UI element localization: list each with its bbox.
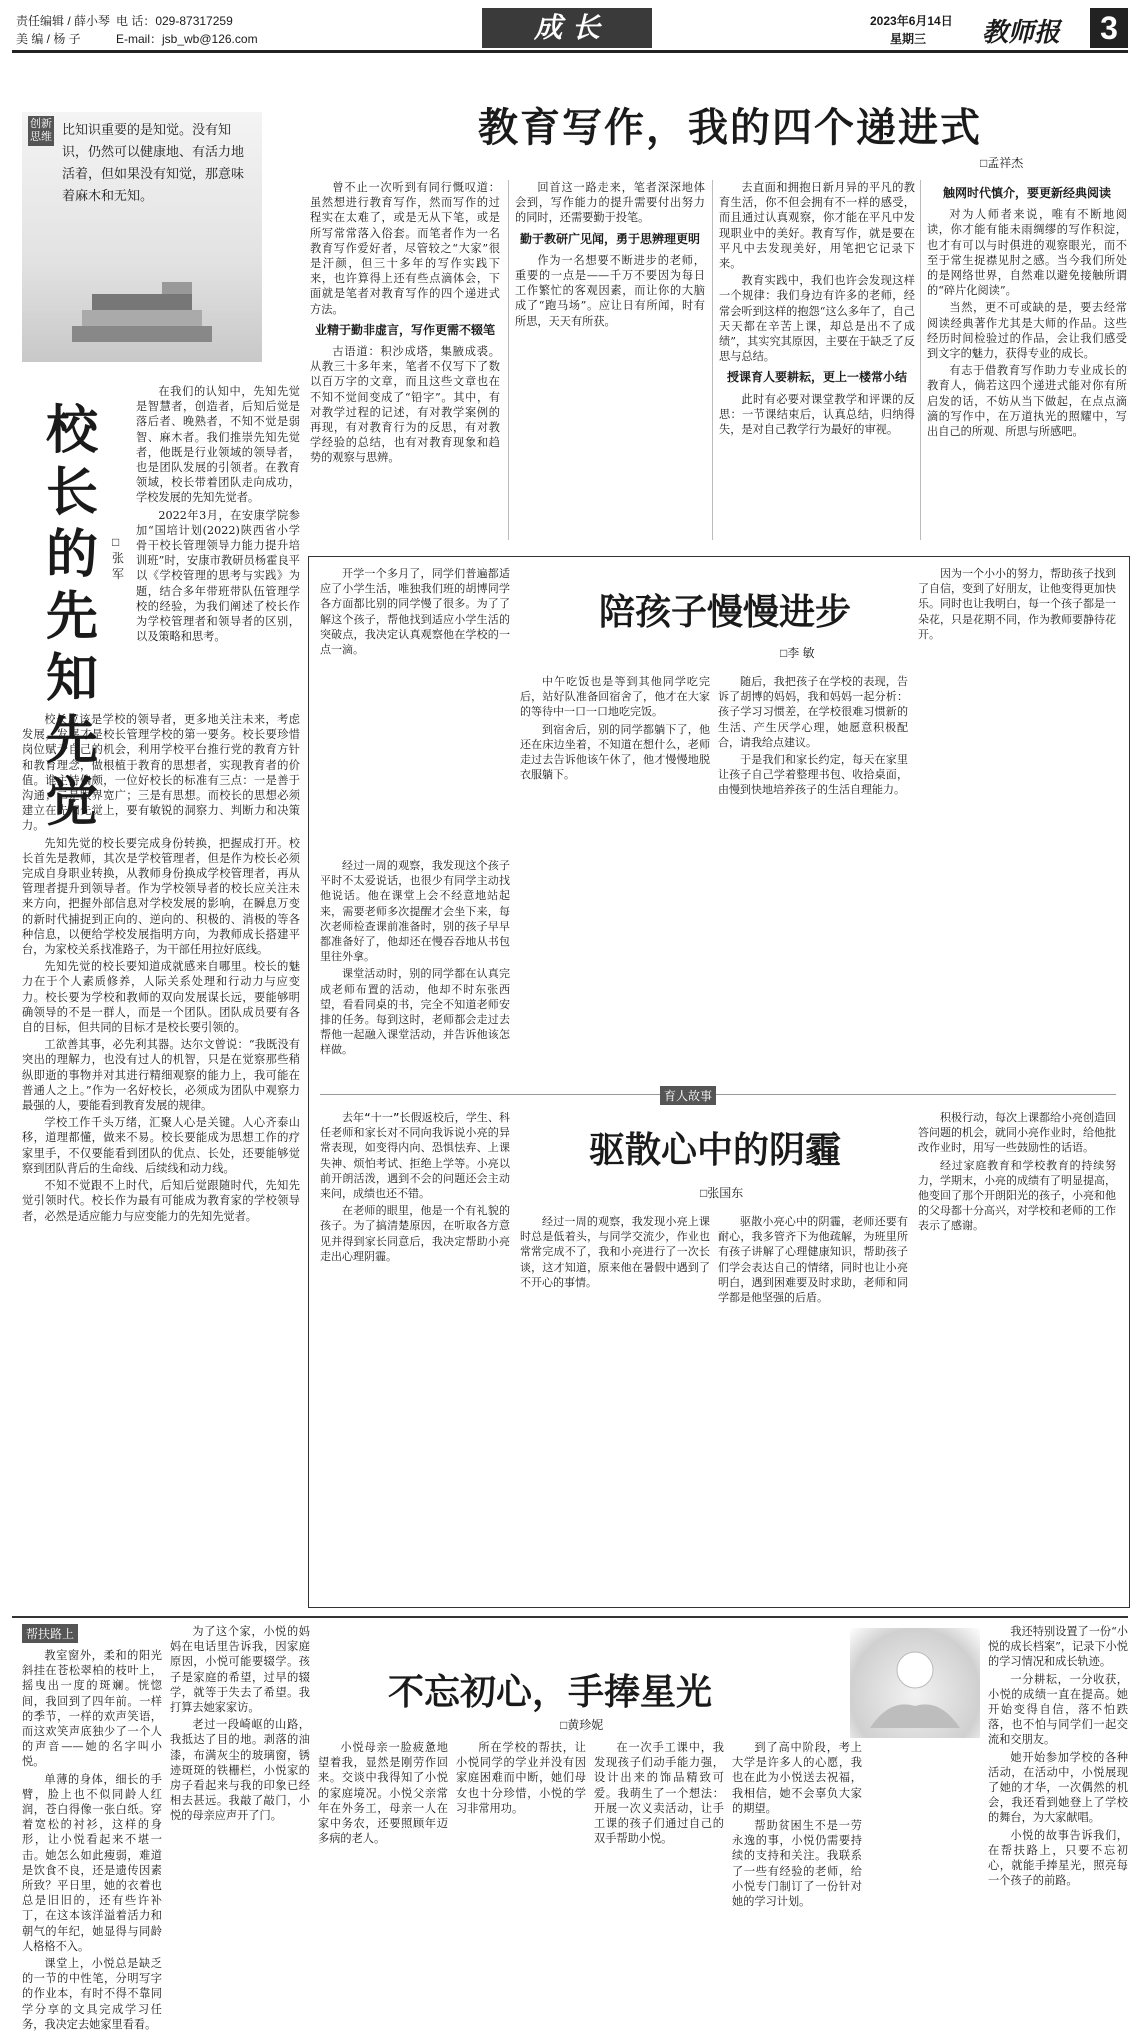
article1-paragraph: 工欲善其事，必先利其器。达尔文曾说：“我既没有突出的理解力，也没有过人的机智，只是在觉察那些稍纵即逝的事物并对其进行精细观察的能力上，我可能在普通人之上。”作为一名好校长，必须成为团队中观察力最强的人，要能看到教育发展的规律。 xyxy=(22,1038,300,1113)
article5-column-6 xyxy=(732,1740,862,1909)
article2-column-2 xyxy=(508,180,705,540)
article5-paragraph: 一分耕耘，一分收获，小悦的成绩一直在提高。她开始变得自信，落不怕跌落，也不怕与同学们一起交流和交朋友。 xyxy=(988,1672,1128,1747)
article3-paragraph: 中午吃饭也是等到其他同学吃完后，站好队准备回宿舍了，他才在大家的等待中一口一口地吃完饭。 xyxy=(520,675,710,719)
article2-paragraph: 此时有必要对课堂教学和评课的反思：一节课结束后，认真总结，归纳得失，是对自己教学行为最好的审视。 xyxy=(719,392,915,437)
article3-paragraph: 随后，我把孩子在学校的表现，告诉了胡博的妈妈，我和妈妈一起分析：孩子学习习惯差，在学校很难习惯新的生活、产生厌学心理，她愿意积极配合，请我给点建议。 xyxy=(718,675,908,749)
article3-column-3 xyxy=(718,674,908,1084)
article1-paragraph: 不知不觉跟不上时代，后知后觉跟随时代，先知先觉引领时代。校长作为最有可能成为教育家的学校领导者，必然是适应能力与应变能力的先知先觉者。 xyxy=(22,1179,300,1223)
article5-paragraph: 小悦的故事告诉我们，在帮扶路上，只要不忘初心，就能手捧星光，照亮每一个孩子的前路。 xyxy=(988,1828,1128,1888)
article2-paragraph: 对为人师者来说，唯有不断地阅读，你才能有能未雨绸缪的写作积淀，也才有可以与时俱进的观察眼光，而不至于常生捉襟见肘之感。当今我们所处的是网络世界，自然难以避免接触所谓的“碎片化阅读”。 xyxy=(927,208,1127,298)
article1-paragraph: 先知先觉的校长要完成身份转换，把握成打开。校长首先是教师，其次是学校管理者，但是作为校长必须完成自身职业转换，从教师身份换成学校管理者，再从管理者提升到领导者。作为学校领导者的校长应关注未来方向，把握外部信息对学校发展的影响，在瞬息万变的新时代捕捉到正向的、逆向的、积极的、消极的等各种信息，以便给学校发展指明方向，为教师成长搭建平台，为家校关系找准路子，为干部任用拉好底线。 xyxy=(22,836,300,957)
article3-paragraph: 课堂活动时，别的同学都在认真完成老师布置的活动，他却不时东张西望，看看同桌的书，完全不知道老师安排的任务。每到这时，老师都会走过去帮他一起融入课堂活动，并告诉他该怎样做。 xyxy=(320,967,510,1057)
article3-column-1 xyxy=(320,566,510,852)
article4-paragraph: 经过一周的观察，我发现小亮上课时总是低着头，与同学交流少，作业也常常完成不了，我和小亮进行了一次长谈，这才知道，原来他在暑假中遇到了不开心的事情。 xyxy=(520,1215,710,1289)
article5-paragraph: 所在学校的帮扶，让小悦同学的学业并没有因家庭困难而中断，她们母女也十分珍惜，小悦的学习非常用功。 xyxy=(456,1741,586,1815)
bottom-divider xyxy=(12,1616,1128,1618)
article4-paragraph: 去年“十一”长假返校后，学生、科任老师和家长对不同向我诉说小亮的异常表现，如变得内向、恐惧怯弃、上课失神、烦怕考试、拒绝上学等。小亮以前开朗活泼，遇到不会的问题还会主动来问，成绩也还不错。 xyxy=(320,1111,510,1201)
article4-column-3 xyxy=(718,1214,908,1598)
article1-column-bottom xyxy=(22,712,300,1607)
article3-column-4 xyxy=(918,566,1116,1084)
stacked-books-illustration xyxy=(62,282,222,352)
article5-paragraph: 在一次手工课中，我发现孩子们动手能力强，设计出来的饰品精致可爱。我萌生了一个想法：开展一次义卖活动，让手工课的孩子们通过自己的双手帮助小悦。 xyxy=(594,1741,724,1846)
section-title: 成 长 xyxy=(482,8,652,48)
article4-tag: 育人故事 xyxy=(660,1086,716,1105)
article4-title: 驱散心中的阴霾 xyxy=(588,1129,841,1171)
article1-paragraph: 学校工作千头万绪，汇聚人心是关键。人心齐泰山移，道理都懂，做来不易。校长要能成为思想工作的疗家里手，不仅要能看到团队的优点、长处，还要能够觉察到团队背后的生命线、后续线和动力线。 xyxy=(22,1116,300,1175)
article1-author: □张 军 xyxy=(112,535,125,581)
star-light-icon xyxy=(850,1628,980,1738)
article5-paragraph: 为了这个家，小悦的妈妈在电话里告诉我，因家庭原因，小悦可能要辍学。孩子是家庭的希望，过早的辍学，就等于失去了希望。我打算去她家家访。 xyxy=(170,1625,310,1715)
article3-paragraph: 经过一周的观察，我发现这个孩子平时不太爱说话，也很少有同学主动找他说话。他在课堂上会不经意地站起来，需要老师多次提醒才会坐下来，每次老师检查课前准备时，别的孩子早早都准备好了，他却还在慢吞吞地从书包里往外拿。 xyxy=(320,859,510,964)
article5-paragraph: 课堂上，小悦总是缺乏的一节的中性笔，分明写字的作业本，有时不得不靠同学分享的文具完成学习任务，我决定去她家里看看。 xyxy=(22,1957,162,2031)
article2-paragraph: 回首这一路走来，笔者深深地体会到，写作能力的提升需要付出努力的同时，还需要勤于投笔。 xyxy=(515,181,705,225)
article5-column-5 xyxy=(594,1740,724,1893)
article2-paragraph: 去直面和拥抱日新月异的平凡的教育生活，你不但会拥有不一样的感受，而且通过认真观察，你才能在平凡中发现职业中的美好。教育写作，就是要在平凡中去发现美好，用笔把它记录下来。 xyxy=(719,181,915,271)
article2-column-3 xyxy=(712,180,915,540)
article2-paragraph: 教育实践中，我们也许会发现这样一个规律：我们身边有许多的老师，经常会听到这样的抱怨“这么多年了，自己天天都在辛苦上课，却总是出不了成绩”，其实究其原因，主要在于缺乏了反思与总结。 xyxy=(719,274,915,364)
article5-paragraph: 帮助贫困生不是一劳永逸的事，小悦仍需要持续的支持和关注。我联系了一些有经验的老师，给小悦专门制订了一份针对她的学习计划。 xyxy=(732,1819,862,1909)
article5-tag: 帮扶路上 xyxy=(22,1624,78,1643)
article1-paragraph: 先知先觉的校长要知道成就感来自哪里。校长的魅力在于个人素质修养，人际关系处理和行动力与应变力。校长要为学校和教师的双向发展谋长远，要能够明确领导的不是一群人，而是一个团队。团队成员要有各自的目标，但共同的目标才是校长要引领的。 xyxy=(22,960,300,1035)
article3-title: 陪孩子慢慢进步 xyxy=(598,591,851,633)
article5-author: □黄珍妮 xyxy=(560,1718,604,1732)
article4-author: □张国东 xyxy=(700,1186,744,1200)
article1-paragraph: 校长应该是学校的领导者，更多地关注未来，考虑发展，发展才是校长管理学校的第一要务。校长要珍惜岗位赋予自己的机会，利用学校平台推行党的教育方针和教育理念，做根植于教育的思想者，实现教育者的价值。谁主持偏颇，一位好校长的标准有三点：一是善于沟通；二是眼界宽广；三是有思想。而校长的思想必须建立在先知先觉上，要有敏锐的洞察力、判断力和决策力。 xyxy=(22,713,300,833)
article1-title: 校长的先知先觉 xyxy=(45,400,98,833)
article1-column-top xyxy=(136,384,300,706)
quote-tag: 创新思维 xyxy=(28,116,54,146)
article1-paragraph: 在我们的认知中，先知先觉是智慧者，创造者，后知后觉是落后者、晚熟者，不知不觉是弱智、麻木者。我们推崇先知先觉者，他既是行业领域的领导者，也是团队发展的引领者。在教育领域，校长带着团队走向成功，学校发展的先知先觉者。 xyxy=(136,385,300,505)
article3-paragraph: 于是我们和家长约定，每天在家里让孩子自己学着整理书包、收拾桌面，由慢到快地培养孩子的生活自理能力。 xyxy=(718,753,908,797)
article5-paragraph: 老过一段崎岖的山路，我抵达了目的地。剥落的油漆，布满灰尘的玻璃窗，锈迹斑斑的铁栅栏，小悦家的房子看起来与我的印象已经相去甚远。我敲了敲门，小悦的母亲应声开了门。 xyxy=(170,1718,310,1823)
article1-paragraph: 2022年3月，在安康学院参加“国培计划(2022)陕西省小学骨干校长管理领导力能力提升培训班”时，安康市教研员杨霍良平以《学校管理的思考与实践》为题，结合多年带班带队伍管理学校的经验，为我们阐述了校长作为学校管理者和领导者的区别，以及策略和思考。 xyxy=(136,508,300,644)
article5-paragraph: 教室窗外，柔和的阳光斜挂在苍松翠柏的枝叶上，摇曳出一度的斑斓。恍惚间，我回到了四年前。一样的季节，一样的欢声笑语，而这欢笑声底独少了一个人的声音——她的名字叫小悦。 xyxy=(22,1649,162,1769)
article5-paragraph: 她开始参加学校的各种活动，在活动中，小悦展现了她的才华，一次偶然的机会，我还看到她登上了学校的舞台，为大家献唱。 xyxy=(988,1750,1128,1825)
article5-paragraph: 我还特别设置了一份“小悦的成长档案”，记录下小悦的学习情况和成长轨迹。 xyxy=(988,1625,1128,1669)
article5-paragraph: 单薄的身体，细长的手臂，脸上也不似同龄人红润，苍白得像一张白纸。穿着宽松的衬衫，这样的身形，让小悦看起来不堪一击。她怎么如此瘦弱，难道是饮食不良，还是遗传因素所致？平日里，她的衣着也总是旧旧的，还有些许补丁，在这本该洋溢着活力和朝气的年纪，她显得与同龄人格格不入。 xyxy=(22,1772,162,1953)
article3-paragraph: 开学一个多月了，同学们普遍都适应了小学生活，唯独我们班的胡博同学各方面都比别的同学慢了很多。为了了解这个孩子，帮他找到适应小学生活的突破点，我决定认真观察他在学校的一点一滴。 xyxy=(320,567,510,657)
article2-paragraph: 古语道：积沙成塔，集腋成裘。从教三十多年来，笔者不仅写下了数以百万字的文章，而且这些文章也在不知不觉间变成了“铅字”。其中，有对教学过程的记述，有对教学案例的再现，有对教育行为的反思，有对教学经验的总结，也有对教育现象和趋势的观察与思辨。 xyxy=(310,345,500,465)
article5-column-3 xyxy=(318,1740,448,1893)
article5-column-1 xyxy=(22,1648,162,2031)
quote-text: 比知识重要的是知觉。没有知识，仍然可以健康地、有活力地活着，但如果没有知觉，那意味着麻木和无知。 xyxy=(62,123,245,204)
article2-subheading: 业精于勤非虚言，写作更需不辍笔 xyxy=(314,322,495,337)
editor-label: 责任编辑 / 薛小琴 xyxy=(16,14,111,28)
article2-paragraph: 当然，更不可或缺的是，要去经常阅读经典著作尤其是大师的作品。这些经历时间检验过的作品，会让我们感受到文字的魅力，获得专业的成长。 xyxy=(927,301,1127,361)
article2-column-4 xyxy=(920,180,1127,540)
article5-paragraph: 到了高中阶段，考上大学是许多人的心愿，我也在此为小悦送去祝福，我相信，她不会辜负大家的期望。 xyxy=(732,1741,862,1815)
article5-column-2 xyxy=(170,1624,310,1893)
issue-date: 2023年6月14日 xyxy=(870,14,953,28)
article4-paragraph: 在老师的眼里，他是一个有礼貌的孩子。为了搞清楚原因，在听取各方意见并得到家长同意后，我决定帮助小亮走出心理阴霾。 xyxy=(320,1204,510,1263)
article3-paragraph: 因为一个小小的努力，帮助孩子找到了自信，变到了好朋友，让他变得更加快乐。同时也让我明白，每一个孩子都是一朵花，只是花期不同，作为教师要静待花开。 xyxy=(918,567,1116,641)
article2-paragraph: 作为一名想要不断进步的老师，重要的一点是——千万不要因为每日工作繁忙的客观因素，而让你的大脑成了“跑马场”。应让日有所闻，时有所思，天天有所获。 xyxy=(515,253,705,328)
page-number: 3 xyxy=(1090,8,1128,48)
article4-column-4 xyxy=(918,1110,1116,1598)
article2-subheading: 授课育人要耕耘，更上一楼常小结 xyxy=(726,370,907,385)
article3-column-2 xyxy=(520,674,710,1084)
email-label: E-mail：jsb_wb@126.com xyxy=(116,32,258,46)
hands-holding-light-illustration xyxy=(850,1628,980,1738)
article4-column-2 xyxy=(520,1214,710,1598)
article4-paragraph: 积极行动，每次上课都给小亮创造回答问题的机会，就同小亮作业时，给他批改作业时，用写一些鼓励性的话语。 xyxy=(918,1111,1116,1155)
phone-label: 电 话：029-87317259 xyxy=(116,14,233,28)
quote-box xyxy=(22,112,262,362)
issue-weekday: 星期三 xyxy=(890,32,927,46)
article5-column-7 xyxy=(988,1624,1128,1893)
article2-paragraph: 有志于借教育写作助力专业成长的教育人，倘若这四个递进式能对你有所启发的话，不妨从当下做起，在点点滴滴的写作中，在万道执光的照耀中，写出自己的所观、所思与所感吧。 xyxy=(927,364,1127,439)
article2-paragraph: 曾不止一次听到有同行慨叹道：虽然想进行教育写作，然而写作的过程实在太难了，或是无从下笔，或是所写常常落入俗套。而笔者作为一名教育写作爱好者，尽管较之“大家”很是汗颜，但三十多年的写作实践下来，也许算得上还有些点滴体会，下面就是笔者对教育写作的四个递进式方法。 xyxy=(310,181,500,316)
article2-subheading: 触网时代慎介，要更新经典阅读 xyxy=(942,186,1111,200)
article2-title: 教育写作，我的四个递进式 xyxy=(478,104,982,151)
masthead xyxy=(12,10,1128,53)
article3-column-1b xyxy=(320,858,510,1088)
article4-paragraph: 经过家庭教育和学校教育的持续努力，学期末，小亮的成绩有了明显提高，他变回了那个开朗阳光的孩子，小亮和他的父母都十分高兴，对学校和老师的工作表示了感谢。 xyxy=(918,1158,1116,1233)
article2-subheading: 勤于教研广见闻，勇于思辨理更明 xyxy=(519,231,700,246)
designer-label: 美 编 / 杨 子 xyxy=(16,32,81,46)
article2-author: □孟祥杰 xyxy=(980,156,1024,170)
article5-paragraph: 小悦母亲一脸疲惫地望着我，显然是刚劳作回来。交谈中我得知了小悦的家庭境况。小悦父亲常年在外务工，母亲一人在家中务农，还要照顾年迈多病的老人。 xyxy=(318,1741,448,1846)
article5-title: 不忘初心，手捧星光 xyxy=(387,1671,712,1713)
article2-column-1 xyxy=(310,180,500,540)
article4-paragraph: 驱散小亮心中的阴霾，老师还要有耐心，我多管齐下为他疏解，为班里所有孩子讲解了心理健康知识，帮助孩子们学会表达自己的情绪，同时也让小亮明白，遇到困难要及时求助，老师和同学都是他坚强的后盾。 xyxy=(718,1215,908,1305)
section-divider xyxy=(320,1094,1116,1095)
article5-column-4 xyxy=(456,1740,586,1893)
article4-column-1 xyxy=(320,1110,510,1598)
article3-paragraph: 到宿舍后，别的同学都躺下了，他还在床边坐着，不知道在想什么，老师走过去告诉他该午休了，他才慢慢地脱衣服躺下。 xyxy=(520,722,710,782)
paper-name-logo: 教师报 xyxy=(982,18,1061,48)
article3-author: □李 敏 xyxy=(780,646,815,660)
